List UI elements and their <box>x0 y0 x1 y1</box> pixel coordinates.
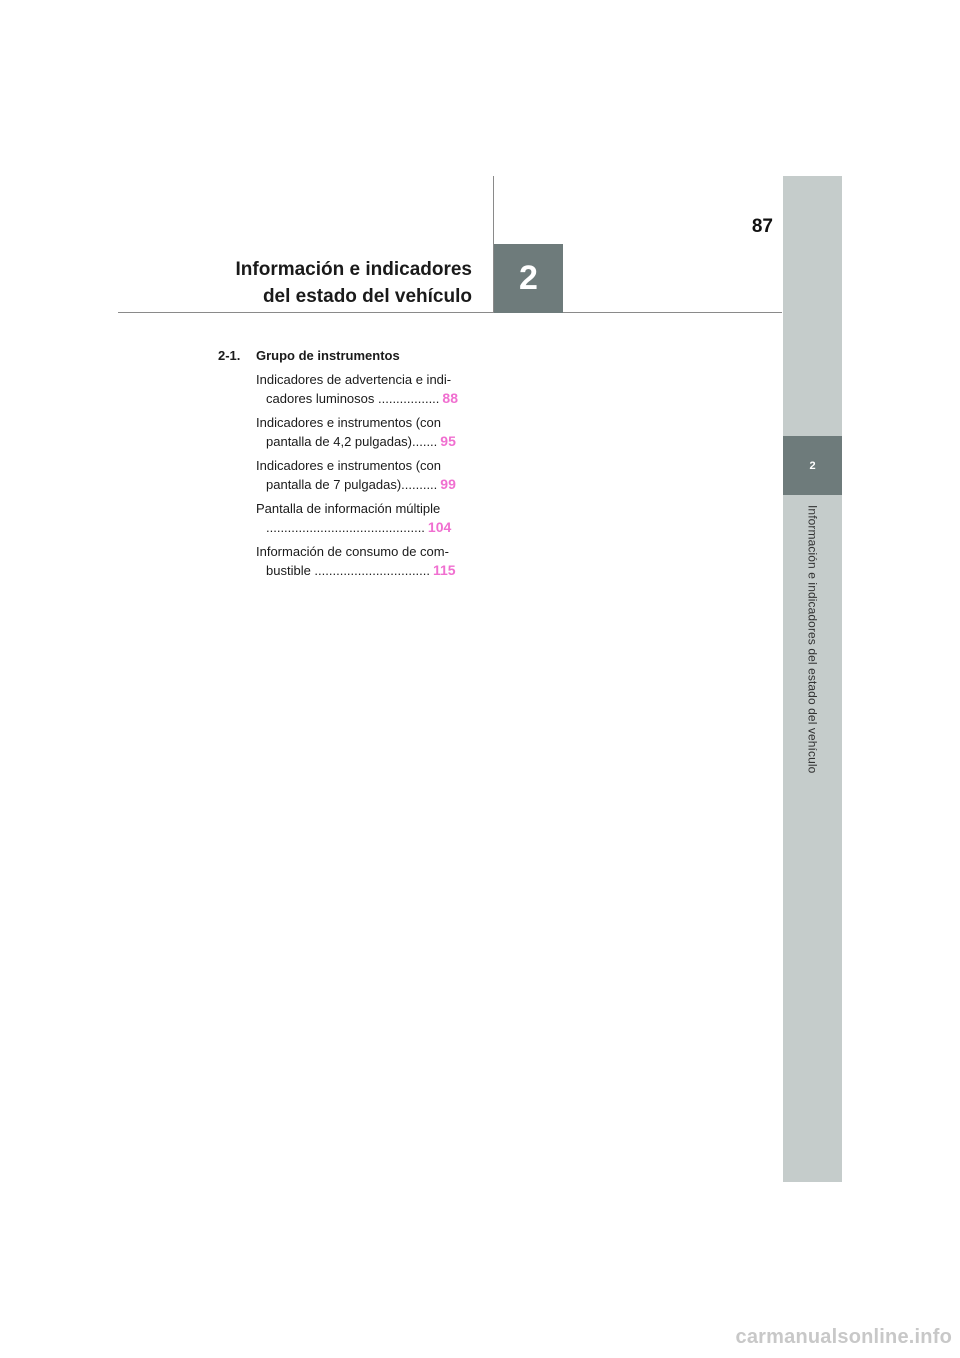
toc-page-link[interactable]: 104 <box>427 519 452 535</box>
toc-entry[interactable] <box>256 370 468 408</box>
toc-entry-line2: pantalla de 7 pulgadas).......... <box>266 477 438 492</box>
toc-entry[interactable] <box>256 542 468 580</box>
watermark: carmanualsonline.info <box>735 1326 952 1348</box>
toc-entry-line1: Información de consumo de com- <box>256 544 449 559</box>
side-chapter-tab <box>783 436 842 495</box>
chapter-title <box>150 256 472 310</box>
toc-entry-line1: Pantalla de información múltiple <box>256 501 441 516</box>
chapter-number-box <box>494 244 563 313</box>
toc-entry-line1: Indicadores e instrumentos (con <box>256 415 441 430</box>
side-chapter-label <box>783 505 842 805</box>
chapter-title-line2: del estado del vehículo <box>262 286 472 307</box>
table-of-contents <box>218 346 468 585</box>
toc-entry-line2: bustible ................................ <box>266 563 430 578</box>
toc-page-link[interactable]: 95 <box>440 433 456 449</box>
toc-entry[interactable] <box>256 413 468 451</box>
side-chapter-label-text: Información e indicadores del estado del vehículo <box>805 505 820 774</box>
toc-page-link[interactable]: 99 <box>440 476 456 492</box>
toc-entry-line2: pantalla de 4,2 pulgadas)....... <box>266 434 438 449</box>
toc-page-link[interactable]: 115 <box>433 562 456 578</box>
toc-entry-line2: ............................................ <box>266 520 425 535</box>
toc-entry[interactable] <box>256 456 468 494</box>
chapter-number: 2 <box>519 259 538 297</box>
toc-section-heading <box>218 346 468 365</box>
toc-page-link[interactable]: 88 <box>442 390 458 406</box>
header-horizontal-rule <box>118 312 782 313</box>
side-chapter-number: 2 <box>809 459 816 472</box>
toc-entry[interactable] <box>256 499 468 537</box>
chapter-title-line1: Información e indicadores <box>235 259 472 280</box>
toc-section-number: 2-1. <box>218 348 241 363</box>
page-number: 87 <box>751 216 773 237</box>
toc-section-title: Grupo de instrumentos <box>256 348 400 363</box>
toc-entry-line1: Indicadores e instrumentos (con <box>256 458 441 473</box>
toc-entry-line2: cadores luminosos ................. <box>266 391 440 406</box>
toc-entry-line1: Indicadores de advertencia e indi- <box>256 372 452 387</box>
